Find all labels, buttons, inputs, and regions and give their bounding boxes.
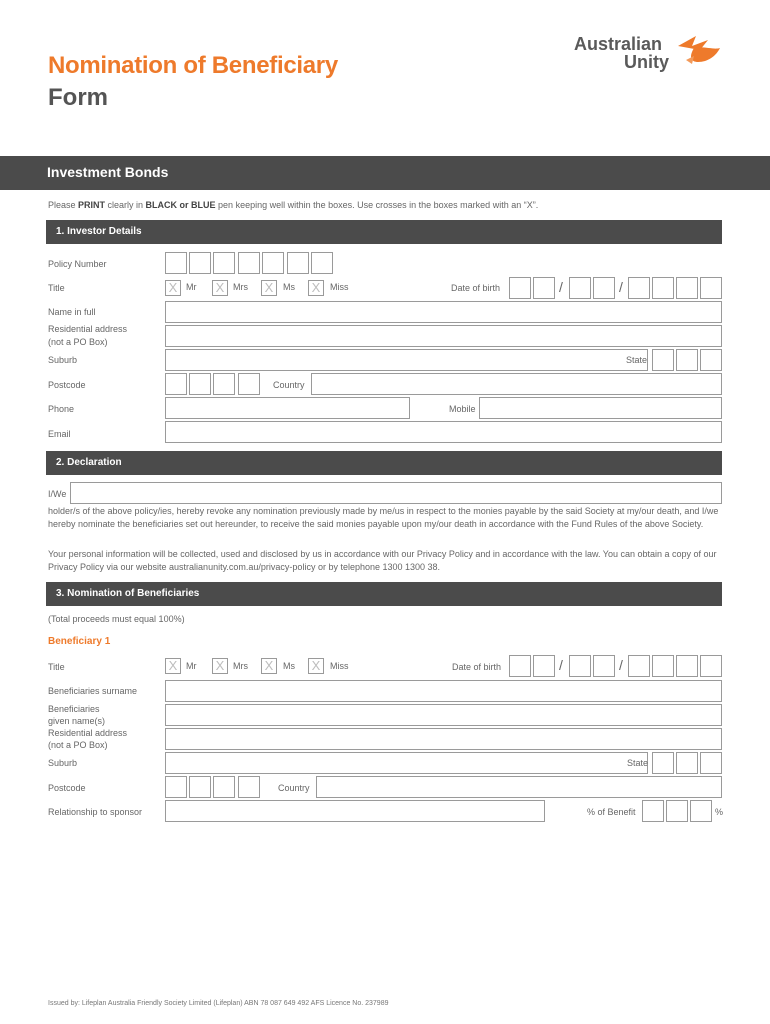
ben-title-mrs-checkbox[interactable]: X — [212, 658, 228, 674]
form-title: Nomination of Beneficiary — [48, 52, 338, 79]
ben-title-label: Title — [48, 662, 65, 672]
name-input[interactable] — [165, 301, 722, 323]
ben-country-label: Country — [278, 783, 310, 793]
state-box[interactable] — [700, 349, 722, 371]
ben-country-input[interactable] — [316, 776, 722, 798]
policy-number-box[interactable] — [262, 252, 284, 274]
ben-dob-separator: / — [619, 657, 623, 673]
section-declaration — [46, 451, 722, 475]
residential-address-input[interactable] — [165, 325, 722, 347]
ben-title-miss-label: Miss — [330, 661, 349, 671]
policy-number-label: Policy Number — [48, 259, 107, 269]
postcode-box[interactable] — [165, 373, 187, 395]
residential-address-label: Residential address — [48, 324, 128, 334]
policy-number-box[interactable] — [311, 252, 333, 274]
total-proceeds-note: (Total proceeds must equal 100%) — [48, 614, 185, 624]
ben-surname-label: Beneficiaries surname — [48, 686, 138, 696]
title-miss-label: Miss — [330, 282, 349, 292]
product-band-title: Investment Bonds — [47, 164, 169, 180]
dob-separator: / — [559, 279, 563, 295]
postcode-box[interactable] — [189, 373, 211, 395]
footer-issued-by: Issued by: Lifeplan Australia Friendly Society Limited (Lifeplan) ABN 78 087 649 492 AFS Licence No. 237989 — [48, 1000, 389, 1007]
ben-dob-month-box[interactable] — [569, 655, 591, 677]
policy-number-box[interactable] — [165, 252, 187, 274]
dob-month-box[interactable] — [593, 277, 615, 299]
dob-year-box[interactable] — [628, 277, 650, 299]
mobile-label: Mobile — [449, 404, 476, 414]
section-heading: 2. Declaration — [56, 457, 122, 468]
ben-postcode-box[interactable] — [165, 776, 187, 798]
ben-postcode-box[interactable] — [189, 776, 211, 798]
ben-title-ms-checkbox[interactable]: X — [261, 658, 277, 674]
email-label: Email — [48, 429, 71, 439]
iwe-input[interactable] — [70, 482, 722, 504]
ben-pct-box[interactable] — [642, 800, 664, 822]
dob-month-box[interactable] — [569, 277, 591, 299]
policy-number-box[interactable] — [189, 252, 211, 274]
ben-surname-input[interactable] — [165, 680, 722, 702]
beneficiary-1-heading: Beneficiary 1 — [48, 636, 111, 647]
ben-relationship-label: Relationship to sponsor — [48, 807, 143, 817]
postcode-label: Postcode — [48, 380, 86, 390]
state-box[interactable] — [652, 349, 674, 371]
ben-state-box[interactable] — [700, 752, 722, 774]
section-investor-details — [46, 220, 722, 244]
ben-dob-day-box[interactable] — [509, 655, 531, 677]
section-heading: 3. Nomination of Beneficiaries — [56, 588, 200, 599]
dob-label: Date of birth — [451, 283, 501, 293]
policy-number-box[interactable] — [238, 252, 260, 274]
title-miss-checkbox[interactable]: X — [308, 280, 324, 296]
dob-year-box[interactable] — [676, 277, 698, 299]
ben-not-po-box-label: (not a PO Box) — [48, 740, 108, 750]
ben-postcode-box[interactable] — [238, 776, 260, 798]
ben-title-ms-label: Ms — [283, 661, 295, 671]
ben-pct-box[interactable] — [666, 800, 688, 822]
ben-dob-year-box[interactable] — [700, 655, 722, 677]
suburb-input[interactable] — [165, 349, 648, 371]
australian-unity-logo — [574, 34, 724, 78]
state-box[interactable] — [676, 349, 698, 371]
postcode-box[interactable] — [238, 373, 260, 395]
logo-text-line2: Unity — [624, 52, 669, 72]
title-label: Title — [48, 283, 65, 293]
ben-title-mr-checkbox[interactable]: X — [165, 658, 181, 674]
ben-suburb-input[interactable] — [165, 752, 648, 774]
ben-address-input[interactable] — [165, 728, 722, 750]
section-nomination — [46, 582, 722, 606]
ben-dob-year-box[interactable] — [628, 655, 650, 677]
ben-pct-symbol: % — [715, 807, 724, 817]
ben-state-box[interactable] — [652, 752, 674, 774]
ben-dob-year-box[interactable] — [652, 655, 674, 677]
ben-postcode-box[interactable] — [213, 776, 235, 798]
policy-number-box[interactable] — [213, 252, 235, 274]
instructions: Please PRINT clearly in BLACK or BLUE pen keeping well within the boxes. Use crosses in the boxes marked with an “X”. — [48, 200, 539, 210]
ben-suburb-label: Suburb — [48, 758, 78, 768]
phone-label: Phone — [48, 404, 75, 414]
email-input[interactable] — [165, 421, 722, 443]
suburb-label: Suburb — [48, 355, 78, 365]
ben-dob-year-box[interactable] — [676, 655, 698, 677]
ben-dob-month-box[interactable] — [593, 655, 615, 677]
policy-number-box[interactable] — [287, 252, 309, 274]
ben-pct-benefit-label: % of Benefit — [587, 807, 636, 817]
not-po-box-label: (not a PO Box) — [48, 337, 108, 347]
ben-state-box[interactable] — [676, 752, 698, 774]
country-label: Country — [273, 380, 305, 390]
ben-state-label: State — [627, 758, 649, 768]
name-label: Name in full — [48, 307, 96, 317]
ben-given-input[interactable] — [165, 704, 722, 726]
bird-logo-icon — [674, 32, 724, 72]
postcode-box[interactable] — [213, 373, 235, 395]
dob-day-box[interactable] — [533, 277, 555, 299]
title-ms-label: Ms — [283, 282, 295, 292]
country-input[interactable] — [311, 373, 722, 395]
ben-title-miss-checkbox[interactable]: X — [308, 658, 324, 674]
iwe-label: I/We — [48, 489, 67, 499]
ben-dob-separator: / — [559, 657, 563, 673]
title-mrs-checkbox[interactable]: X — [212, 280, 228, 296]
title-mr-label: Mr — [186, 282, 197, 292]
privacy-text: Your personal information will be collected, used and disclosed by us in accordance with our Privacy Policy and in accordance with the law. You can obtain a copy of our Privacy Policy via our website australianunity.com.au/privacy-policy or by telephone 1300 1300 38. — [48, 549, 717, 572]
ben-dob-label: Date of birth — [452, 662, 502, 672]
form-subtitle: Form — [48, 84, 108, 111]
mobile-input[interactable] — [479, 397, 722, 419]
ben-dob-day-box[interactable] — [533, 655, 555, 677]
dob-separator: / — [619, 279, 623, 295]
title-mr-checkbox[interactable]: X — [165, 280, 181, 296]
ben-address-label: Residential address — [48, 728, 128, 738]
ben-title-mrs-label: Mrs — [233, 661, 248, 671]
ben-given-label-1: Beneficiaries — [48, 704, 100, 714]
dob-day-box[interactable] — [509, 277, 531, 299]
dob-year-box[interactable] — [700, 277, 722, 299]
ben-title-mr-label: Mr — [186, 661, 197, 671]
ben-relationship-input[interactable] — [165, 800, 545, 822]
declaration-text: holder/s of the above policy/ies, hereby revoke any nomination previously made by me/us in respect to the monies payable by the said Society at my/our death, and I/we hereby nominate the beneficiaries set out hereunder, to receive the said monies payable upon my/our death in accordance with the Fund Rules of the above Society. — [48, 506, 719, 529]
ben-pct-box[interactable] — [690, 800, 712, 822]
title-mrs-label: Mrs — [233, 282, 248, 292]
ben-given-label-2: given name(s) — [48, 716, 106, 726]
title-ms-checkbox[interactable]: X — [261, 280, 277, 296]
state-label: State — [626, 355, 648, 365]
logo-text-line1: Australian — [574, 34, 663, 54]
ben-postcode-label: Postcode — [48, 783, 86, 793]
phone-input[interactable] — [165, 397, 410, 419]
section-heading: 1. Investor Details — [56, 226, 142, 237]
dob-year-box[interactable] — [652, 277, 674, 299]
